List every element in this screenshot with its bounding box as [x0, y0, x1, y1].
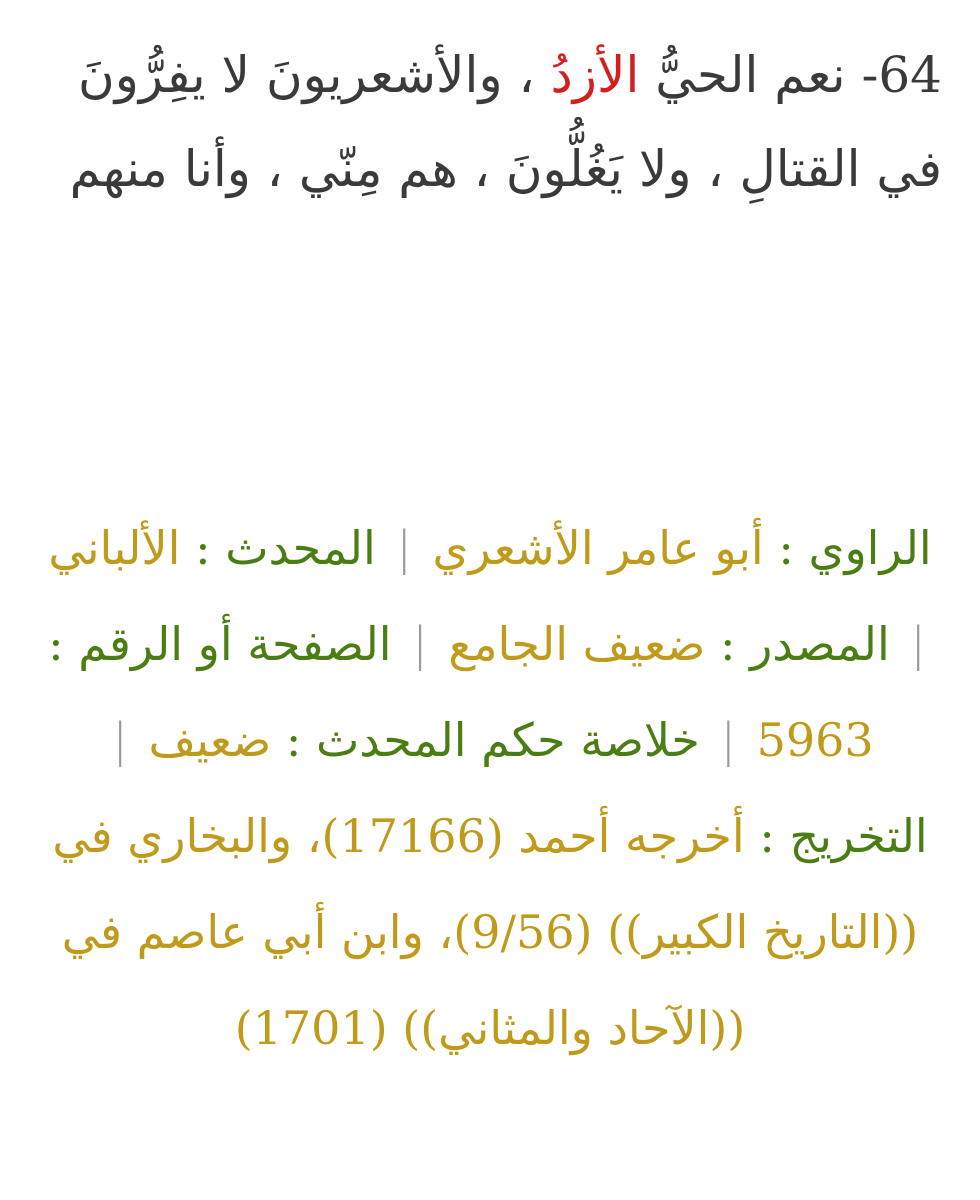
separator: | — [396, 521, 412, 575]
hadith-text-part2: ، والأشعريونَ لا يفِرُّونَ في القتالِ ، ولا يَغُلُّونَ ، هم مِنّي ، وأنا منهم — [69, 46, 942, 198]
hadith-info — [40, 500, 940, 1076]
source-value: ضعيف الجامع — [448, 617, 706, 671]
hadith-number: 64- — [861, 46, 942, 104]
ruling-value: ضعيف — [148, 713, 272, 767]
hadith-text — [32, 28, 942, 216]
narrator-value: أبو عامر الأشعري — [432, 521, 764, 575]
separator: | — [720, 713, 736, 767]
highlighted-word: الأزدُ — [550, 46, 640, 104]
hadith-text-part1: نعم الحيُّ — [655, 46, 846, 104]
muhaddith-value: الألباني — [48, 521, 181, 575]
source-label: المصدر : — [719, 617, 890, 671]
takhrij-value: أخرجه أحمد (17166)، والبخاري في ((التاريخ الكبير)) (9/56)، وابن أبي عاصم في ((الآحاد والمثاني)) (1701) — [52, 809, 919, 1055]
muhaddith-label: المحدث : — [195, 521, 376, 575]
takhrij-label: التخريج : — [759, 809, 928, 863]
separator: | — [112, 713, 128, 767]
separator: | — [412, 617, 428, 671]
ruling-label: خلاصة حكم المحدث : — [285, 713, 700, 767]
page-value: 5963 — [756, 713, 874, 767]
separator: | — [910, 617, 926, 671]
page-label: الصفحة أو الرقم : — [48, 617, 392, 671]
narrator-label: الراوي : — [778, 521, 932, 575]
